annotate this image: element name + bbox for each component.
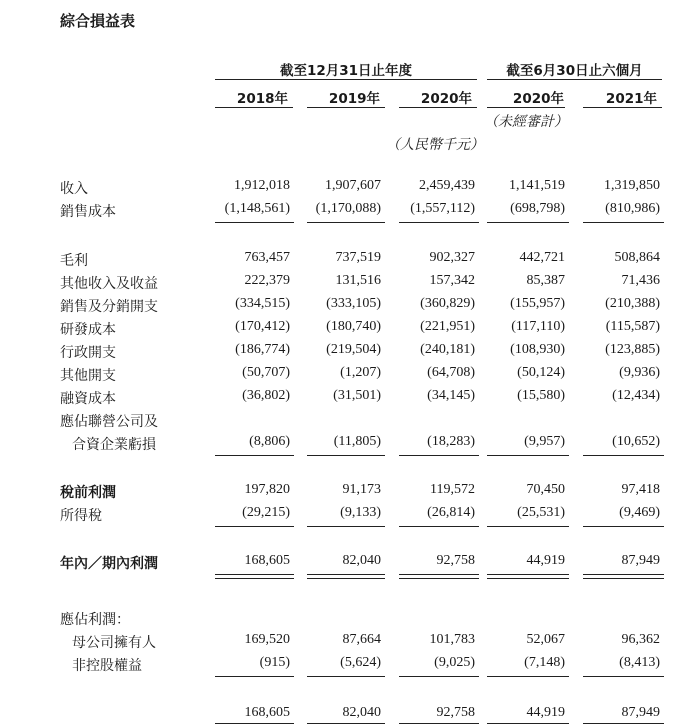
row-value: (9,469) bbox=[619, 505, 660, 520]
currency-note: （人民幣千元） bbox=[386, 137, 484, 153]
row-value: (8,806) bbox=[249, 434, 290, 449]
year-header-2020: 2020年 bbox=[420, 91, 472, 107]
subtotal-rule bbox=[487, 455, 569, 456]
row-value: 44,919 bbox=[526, 553, 565, 568]
row-value: (11,805) bbox=[333, 434, 381, 449]
row-label: 應佔利潤： bbox=[60, 612, 130, 628]
row-value: (26,814) bbox=[427, 505, 475, 520]
subtotal-rule bbox=[583, 222, 664, 223]
row-value: (9,025) bbox=[434, 655, 475, 670]
subtotal-rule bbox=[307, 526, 385, 527]
row-value: (50,124) bbox=[517, 365, 565, 380]
subtotal-rule bbox=[307, 222, 385, 223]
subtotal-rule bbox=[583, 526, 664, 527]
row-value: (7,148) bbox=[524, 655, 565, 670]
row-value: 168,605 bbox=[244, 553, 290, 568]
row-value: (31,501) bbox=[333, 388, 381, 403]
row-label: 行政開支 bbox=[60, 345, 116, 361]
row-value: 96,362 bbox=[621, 632, 660, 647]
total-double-rule bbox=[487, 578, 569, 579]
row-value: (9,936) bbox=[619, 365, 660, 380]
row-value: (180,740) bbox=[326, 319, 381, 334]
row-value: 131,516 bbox=[335, 273, 381, 288]
row-value: (334,515) bbox=[235, 296, 290, 311]
subtotal-rule bbox=[399, 222, 479, 223]
header-group-rule-annual bbox=[215, 79, 477, 80]
row-value: 87,664 bbox=[342, 632, 381, 647]
unaudited-note: （未經審計） bbox=[484, 114, 568, 130]
total-double-rule bbox=[487, 574, 569, 575]
row-value: (108,930) bbox=[510, 342, 565, 357]
row-value: (9,133) bbox=[340, 505, 381, 520]
year-header-2021: 2021年 bbox=[605, 91, 657, 107]
subtotal-rule bbox=[215, 222, 294, 223]
total-double-rule bbox=[307, 723, 385, 724]
row-value: (8,413) bbox=[619, 655, 660, 670]
row-label: 銷售成本 bbox=[60, 204, 116, 220]
row-label: 合資企業虧損 bbox=[72, 437, 156, 453]
year-header-2019: 2019年 bbox=[328, 91, 380, 107]
row-value: 71,436 bbox=[621, 273, 660, 288]
row-value: (5,624) bbox=[340, 655, 381, 670]
row-value: (210,388) bbox=[605, 296, 660, 311]
row-label: 所得稅 bbox=[60, 508, 102, 524]
subtotal-rule bbox=[215, 455, 294, 456]
row-value: (1,148,561) bbox=[224, 201, 290, 216]
row-value: 168,605 bbox=[244, 705, 290, 720]
row-value: (1,170,088) bbox=[315, 201, 381, 216]
subtotal-rule bbox=[399, 455, 479, 456]
row-value: 52,067 bbox=[526, 632, 565, 647]
row-value: (25,531) bbox=[517, 505, 565, 520]
total-double-rule bbox=[399, 574, 479, 575]
row-value: 101,783 bbox=[429, 632, 475, 647]
row-label: 其他收入及收益 bbox=[60, 276, 158, 292]
header-group-annual: 截至12月31日止年度 bbox=[279, 63, 413, 79]
row-value: 2,459,439 bbox=[419, 178, 475, 193]
total-double-rule bbox=[215, 723, 294, 724]
row-value: 82,040 bbox=[342, 705, 381, 720]
subtotal-rule bbox=[487, 526, 569, 527]
row-label: 稅前利潤 bbox=[60, 485, 116, 501]
subtotal-rule bbox=[583, 676, 664, 677]
row-value: 737,519 bbox=[335, 250, 381, 265]
row-value: (1,557,112) bbox=[410, 201, 475, 216]
row-value: 119,572 bbox=[430, 482, 475, 497]
row-value: 197,820 bbox=[244, 482, 290, 497]
row-value: (240,181) bbox=[420, 342, 475, 357]
row-value: (915) bbox=[259, 655, 290, 670]
total-double-rule bbox=[487, 723, 569, 724]
row-value: (155,957) bbox=[510, 296, 565, 311]
row-value: 1,141,519 bbox=[509, 178, 565, 193]
row-value: 91,173 bbox=[342, 482, 381, 497]
row-value: (115,587) bbox=[605, 319, 660, 334]
row-value: (810,986) bbox=[605, 201, 660, 216]
row-label: 研發成本 bbox=[60, 322, 116, 338]
total-double-rule bbox=[399, 578, 479, 579]
row-value: (698,798) bbox=[510, 201, 565, 216]
header-group-interim: 截至6月30日止六個月 bbox=[506, 63, 643, 79]
total-double-rule bbox=[215, 574, 294, 575]
row-value: (34,145) bbox=[427, 388, 475, 403]
row-value: 82,040 bbox=[342, 553, 381, 568]
row-value: (186,774) bbox=[235, 342, 290, 357]
year-rule-2020 bbox=[399, 107, 477, 108]
subtotal-rule bbox=[583, 455, 664, 456]
year-header-2020-interim: 2020年 bbox=[512, 91, 564, 107]
subtotal-rule bbox=[215, 676, 294, 677]
row-value: (219,504) bbox=[326, 342, 381, 357]
row-label: 母公司擁有人 bbox=[72, 635, 156, 651]
total-double-rule bbox=[583, 578, 664, 579]
year-rule-2018 bbox=[215, 107, 293, 108]
row-label: 收入 bbox=[60, 181, 88, 197]
row-label: 非控股權益 bbox=[72, 658, 142, 674]
row-label: 應佔聯營公司及 bbox=[60, 414, 158, 430]
total-double-rule bbox=[215, 578, 294, 579]
year-rule-2020-interim bbox=[487, 107, 565, 108]
row-value: 1,912,018 bbox=[234, 178, 290, 193]
row-value: 169,520 bbox=[244, 632, 290, 647]
subtotal-rule bbox=[307, 676, 385, 677]
total-double-rule bbox=[583, 723, 664, 724]
row-value: 157,342 bbox=[429, 273, 475, 288]
subtotal-rule bbox=[487, 222, 569, 223]
row-value: 1,907,607 bbox=[325, 178, 381, 193]
row-value: (15,580) bbox=[517, 388, 565, 403]
row-value: (10,652) bbox=[612, 434, 660, 449]
subtotal-rule bbox=[215, 526, 294, 527]
subtotal-rule bbox=[487, 676, 569, 677]
subtotal-rule bbox=[399, 526, 479, 527]
total-double-rule bbox=[399, 723, 479, 724]
row-label: 毛利 bbox=[60, 253, 88, 269]
total-double-rule bbox=[307, 578, 385, 579]
row-value: (333,105) bbox=[326, 296, 381, 311]
row-label: 其他開支 bbox=[60, 368, 116, 384]
subtotal-rule bbox=[399, 676, 479, 677]
row-value: (221,951) bbox=[420, 319, 475, 334]
row-value: (50,707) bbox=[242, 365, 290, 380]
row-value: 763,457 bbox=[244, 250, 290, 265]
year-header-2018: 2018年 bbox=[236, 91, 288, 107]
total-double-rule bbox=[307, 574, 385, 575]
year-rule-2019 bbox=[307, 107, 385, 108]
row-value: 442,721 bbox=[519, 250, 565, 265]
row-value: 222,379 bbox=[244, 273, 290, 288]
row-value: 508,864 bbox=[614, 250, 660, 265]
row-value: 85,387 bbox=[526, 273, 565, 288]
row-value: (360,829) bbox=[420, 296, 475, 311]
row-value: (123,885) bbox=[605, 342, 660, 357]
row-value: 902,327 bbox=[429, 250, 475, 265]
row-value: (9,957) bbox=[524, 434, 565, 449]
row-value: (12,434) bbox=[612, 388, 660, 403]
row-value: 70,450 bbox=[526, 482, 565, 497]
subtotal-rule bbox=[307, 455, 385, 456]
year-rule-2021 bbox=[583, 107, 662, 108]
row-value: 1,319,850 bbox=[604, 178, 660, 193]
row-label: 融資成本 bbox=[60, 391, 116, 407]
row-value: 97,418 bbox=[621, 482, 660, 497]
row-value: (1,207) bbox=[340, 365, 381, 380]
row-value: 92,758 bbox=[436, 705, 475, 720]
total-double-rule bbox=[583, 574, 664, 575]
statement-title: 綜合損益表 bbox=[60, 12, 136, 30]
header-group-rule-interim bbox=[487, 79, 662, 80]
row-value: (64,708) bbox=[427, 365, 475, 380]
row-label: 銷售及分銷開支 bbox=[60, 299, 158, 315]
row-value: 92,758 bbox=[436, 553, 475, 568]
row-value: 87,949 bbox=[621, 553, 660, 568]
row-value: (170,412) bbox=[235, 319, 290, 334]
row-value: (18,283) bbox=[427, 434, 475, 449]
row-value: 87,949 bbox=[621, 705, 660, 720]
row-value: (29,215) bbox=[242, 505, 290, 520]
row-value: (36,802) bbox=[242, 388, 290, 403]
row-label: 年內／期內利潤 bbox=[60, 556, 158, 572]
row-value: (117,110) bbox=[511, 319, 565, 334]
row-value: 44,919 bbox=[526, 705, 565, 720]
